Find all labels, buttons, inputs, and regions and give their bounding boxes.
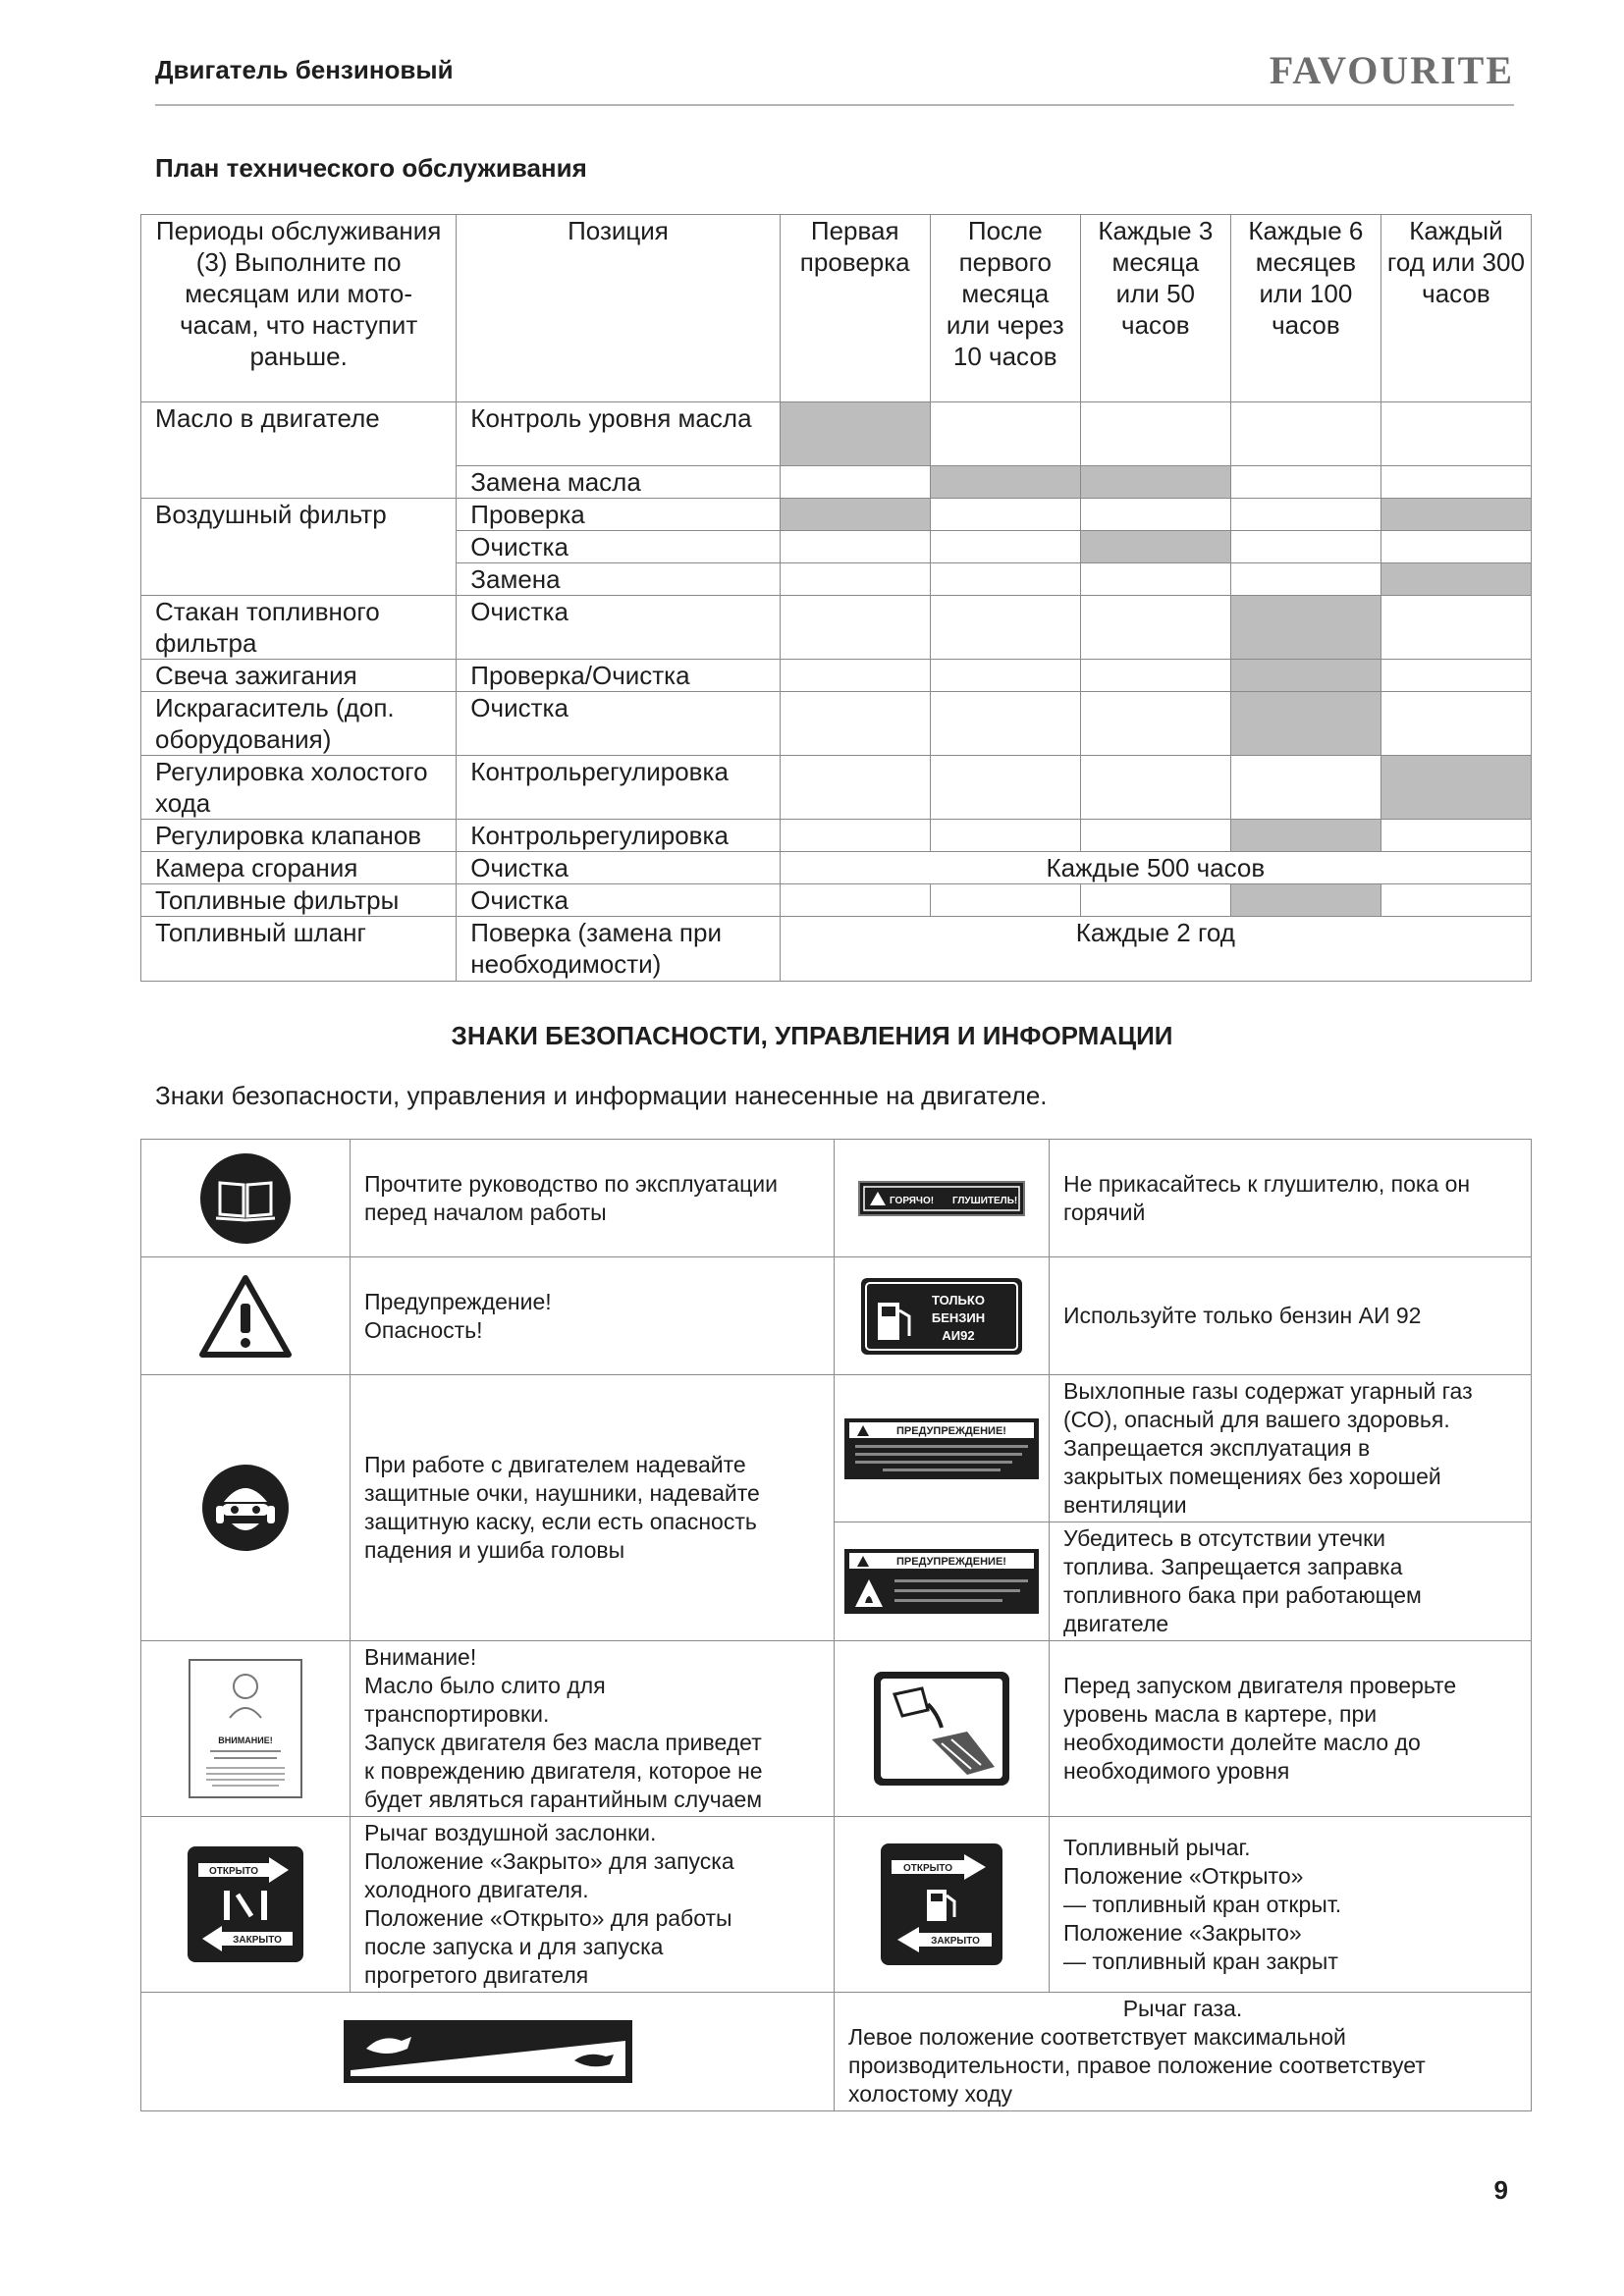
table-row: [141, 756, 1532, 820]
petrol-only-icon: [835, 1257, 1050, 1375]
item-cell: Искрагаситель (доп. оборудования): [141, 692, 457, 756]
interval-note: Каждые 2 год: [780, 917, 1531, 982]
position-cell: Контроль уровня масла: [457, 402, 780, 466]
svg-text:ГЛУШИТЕЛЬ!: ГЛУШИТЕЛЬ!: [952, 1195, 1018, 1206]
table-row: [141, 1140, 1532, 1257]
table-row: [141, 1993, 1532, 2111]
read-manual-text: Прочтите руководство по эксплуатации перед началом работы: [351, 1140, 835, 1257]
interval-note: Каждые 500 часов: [780, 852, 1531, 884]
throttle-lever-icon: [141, 1993, 835, 2111]
warning-text: Предупреждение! Опасность!: [351, 1257, 835, 1375]
schedule-mark: [1230, 820, 1380, 852]
table-row: [141, 402, 1532, 466]
table-row: [141, 596, 1532, 660]
item-cell: Регулировка клапанов: [141, 820, 457, 852]
schedule-mark: [780, 499, 930, 531]
schedule-mark: [780, 402, 930, 466]
svg-text:ПРЕДУПРЕЖДЕНИЕ!: ПРЕДУПРЕЖДЕНИЕ!: [896, 1424, 1006, 1437]
svg-text:ВНИМАНИЕ!: ВНИМАНИЕ!: [218, 1735, 273, 1745]
table-row: [141, 660, 1532, 692]
svg-text:ПРЕДУПРЕЖДЕНИЕ!: ПРЕДУПРЕЖДЕНИЕ!: [896, 1556, 1006, 1568]
table-row: [141, 820, 1532, 852]
item-cell: Камера сгорания: [141, 852, 457, 884]
choke-lever-icon: [141, 1817, 351, 1993]
column-header: Каждые 6 месяцев или 100 часов: [1230, 215, 1380, 402]
item-cell: Свеча зажигания: [141, 660, 457, 692]
svg-text:ТОЛЬКО: ТОЛЬКО: [932, 1292, 985, 1308]
oil-level-check-icon: [835, 1641, 1050, 1817]
table-row: [141, 917, 1532, 982]
brand-logo: FAVOURITE: [1269, 48, 1514, 92]
fuel-lever-text: Топливный рычаг. Положение «Открыто» — топливный кран открыт. Положение «Закрыто» — топливный кран закрыт: [1050, 1817, 1532, 1993]
position-cell: Очистка: [457, 596, 780, 660]
column-header: Каждый год или 300 часов: [1380, 215, 1531, 402]
table-header-row: [141, 215, 1532, 402]
maintenance-table: [140, 214, 1532, 982]
column-header: Периоды обслуживания (3) Выполните по месяцам или мото-часам, что наступит раньше.: [141, 215, 457, 402]
position-cell: Контрольрегулировка: [457, 756, 780, 820]
hot-muffler-icon: [835, 1140, 1050, 1257]
schedule-mark: [1380, 499, 1531, 531]
schedule-mark: [1230, 660, 1380, 692]
table-row: [141, 884, 1532, 917]
warning-icon: [141, 1257, 351, 1375]
petrol-only-text: Используйте только бензин АИ 92: [1050, 1257, 1532, 1375]
position-cell: Замена: [457, 563, 780, 596]
item-cell: Стакан топливного фильтра: [141, 596, 457, 660]
signs-table: [140, 1139, 1532, 2111]
signs-intro: Знаки безопасности, управления и информации нанесенные на двигателе.: [155, 1081, 1048, 1110]
oil-drained-tag-icon: [141, 1641, 351, 1817]
position-cell: Проверка: [457, 499, 780, 531]
choke-lever-text: Рычаг воздушной заслонки. Положение «Закрыто» для запуска холодного двигателя. Положение «Открыто» для работы после запуска и для запуска прогретого двигателя: [351, 1817, 835, 1993]
fuel-leak-warning-icon: [835, 1522, 1050, 1641]
position-cell: Замена масла: [457, 466, 780, 499]
position-cell: Очистка: [457, 852, 780, 884]
svg-text:ЗАКРЫТО: ЗАКРЫТО: [233, 1935, 282, 1946]
position-cell: Очистка: [457, 531, 780, 563]
throttle-lever-text: Рычаг газа. Левое положение соответствует максимальной производительности, правое положение соответствует холостому ходу: [835, 1993, 1532, 2111]
schedule-mark: [1380, 563, 1531, 596]
svg-text:БЕНЗИН: БЕНЗИН: [931, 1309, 986, 1325]
schedule-mark: [1080, 531, 1230, 563]
protective-gear-icon: [141, 1375, 351, 1641]
protective-gear-text: При работе с двигателем надевайте защитные очки, наушники, надевайте защитную каску, если есть опасность падения и ушиба головы: [351, 1375, 835, 1641]
svg-text:ОТКРЫТО: ОТКРЫТО: [902, 1863, 953, 1874]
column-header: Каждые 3 месяца или 50 часов: [1080, 215, 1230, 402]
position-cell: Очистка: [457, 884, 780, 917]
table-row: [141, 1817, 1532, 1993]
fuel-lever-icon: [835, 1817, 1050, 1993]
hot-muffler-text: Не прикасайтесь к глушителю, пока он горячий: [1050, 1140, 1532, 1257]
schedule-mark: [1230, 884, 1380, 917]
position-cell: Очистка: [457, 692, 780, 756]
maintenance-title: План технического обслуживания: [155, 153, 587, 183]
item-cell: Масло в двигателе: [141, 402, 457, 499]
item-cell: Топливные фильтры: [141, 884, 457, 917]
table-row: [141, 852, 1532, 884]
exhaust-warning-text: Выхлопные газы содержат угарный газ (СО), опасный для вашего здоровья. Запрещается эксплуатация в закрытых помещениях без хорошей вентиляции: [1050, 1375, 1532, 1522]
column-header: Первая проверка: [780, 215, 930, 402]
svg-text:ОТКРЫТО: ОТКРЫТО: [208, 1866, 259, 1877]
table-row: [141, 692, 1532, 756]
schedule-mark: [1230, 596, 1380, 660]
column-header: После первого месяца или через 10 часов: [930, 215, 1080, 402]
position-cell: Поверка (замена при необходимости): [457, 917, 780, 982]
schedule-mark: [1230, 692, 1380, 756]
svg-text:ЗАКРЫТО: ЗАКРЫТО: [931, 1936, 980, 1947]
oil-drained-text: Внимание! Масло было слито для транспортировки. Запуск двигателя без масла приведет к повреждению двигателя, которое не будет являться гарантийным случаем: [351, 1641, 835, 1817]
schedule-mark: [1380, 756, 1531, 820]
item-cell: Топливный шланг: [141, 917, 457, 982]
table-row: [141, 1641, 1532, 1817]
oil-level-check-text: Перед запуском двигателя проверьте уровень масла в картере, при необходимости долейте масло до необходимого уровня: [1050, 1641, 1532, 1817]
header-divider: [155, 104, 1514, 106]
fuel-leak-warning-text: Убедитесь в отсутствии утечки топлива. Запрещается заправка топливного бака при работающем двигателе: [1050, 1522, 1532, 1641]
page-number: 9: [1493, 2175, 1508, 2205]
schedule-mark: [930, 466, 1080, 499]
signs-title: ЗНАКИ БЕЗОПАСНОСТИ, УПРАВЛЕНИЯ И ИНФОРМАЦИИ: [451, 1021, 1173, 1050]
document-header-title: Двигатель бензиновый: [155, 55, 454, 84]
table-row: [141, 1257, 1532, 1375]
table-row: [141, 1375, 1532, 1522]
exhaust-warning-icon: [835, 1375, 1050, 1522]
item-cell: Воздушный фильтр: [141, 499, 457, 596]
svg-text:АИ92: АИ92: [942, 1327, 975, 1343]
table-row: [141, 499, 1532, 531]
column-header: Позиция: [457, 215, 780, 402]
position-cell: Контрольрегулировка: [457, 820, 780, 852]
position-cell: Проверка/Очистка: [457, 660, 780, 692]
item-cell: Регулировка холостого хода: [141, 756, 457, 820]
schedule-mark: [1080, 466, 1230, 499]
svg-text:ГОРЯЧО!: ГОРЯЧО!: [890, 1195, 935, 1206]
read-manual-icon: [141, 1140, 351, 1257]
